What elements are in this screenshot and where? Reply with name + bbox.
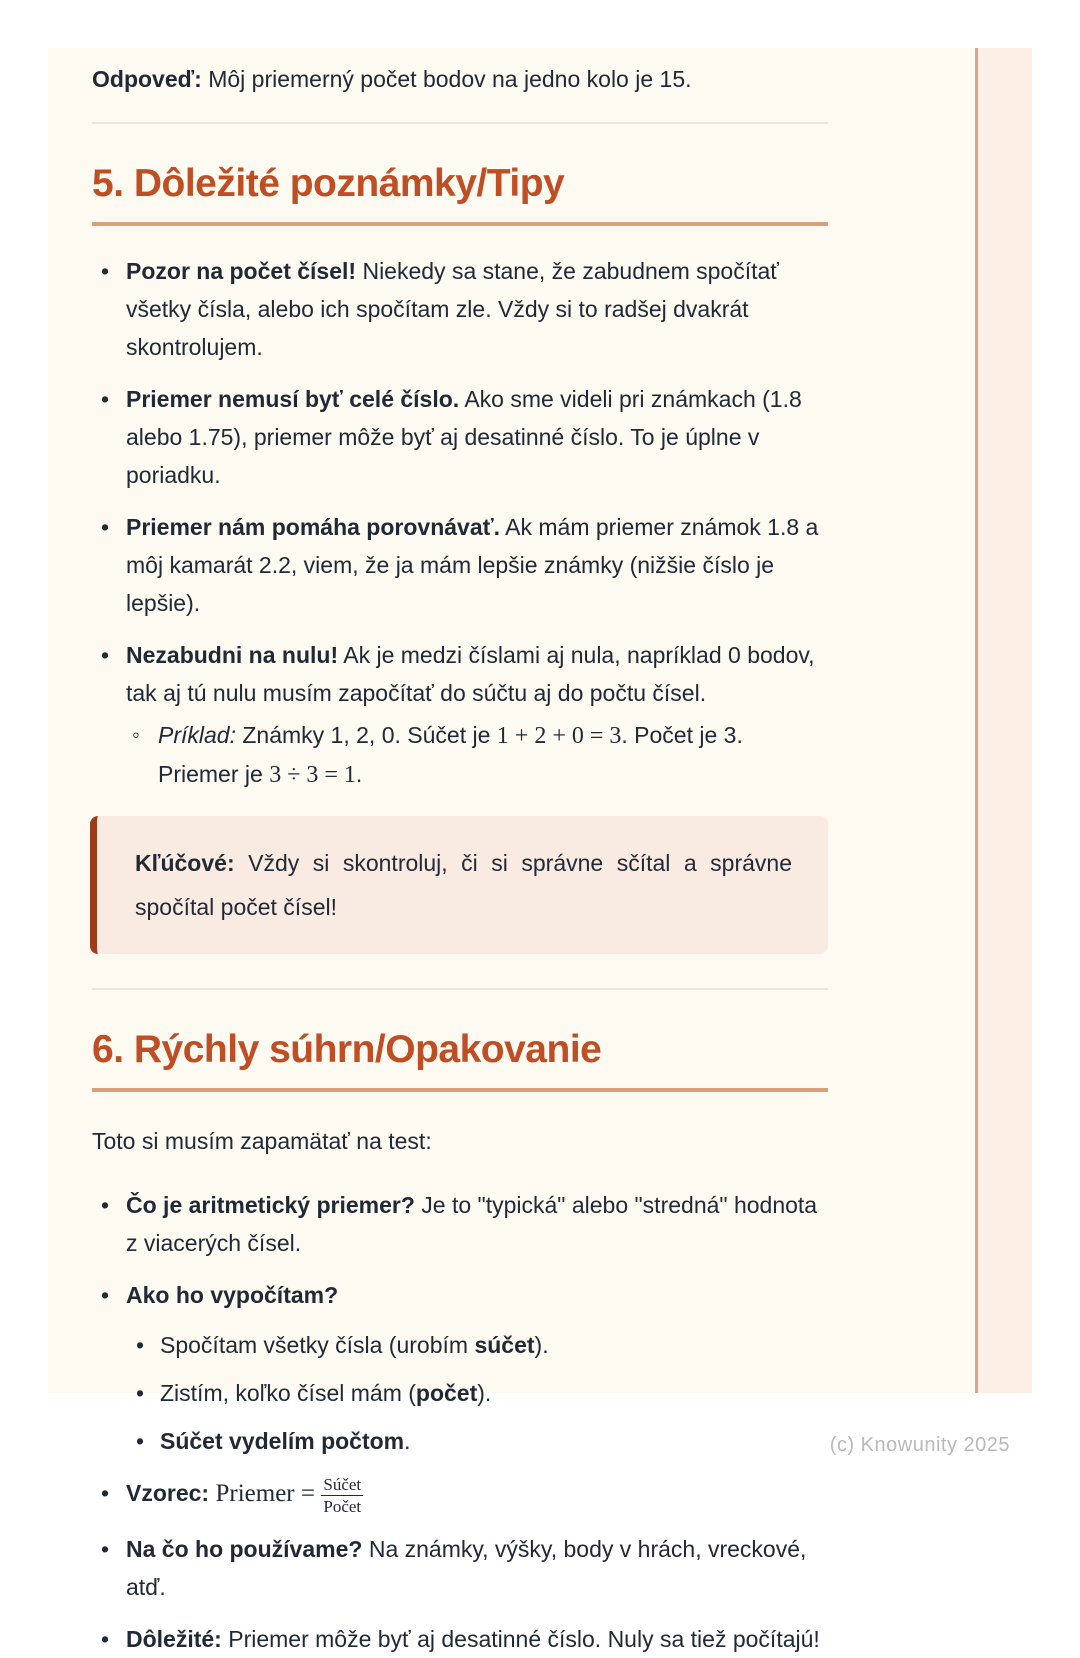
bullet-lead: Čo je aritmetický priemer? — [126, 1192, 415, 1218]
bullet-text: Ak je medzi číslami aj nula, napríklad 0 bodov, tak aj tú nulu musím započítať do súčtu aj do počtu čísel. — [126, 642, 815, 706]
answer-text: Môj priemerný počet bodov na jedno kolo je 15. — [208, 66, 692, 92]
bullet-lead: Priemer nemusí byť celé číslo. — [126, 386, 460, 412]
bullet-text: Na známky, výšky, body v hrách, vreckové, atď. — [126, 1536, 807, 1601]
example-label: Príklad: — [158, 722, 236, 748]
list-item — [92, 1186, 828, 1262]
calculation-steps-list — [126, 1326, 828, 1460]
formula-fraction — [321, 1475, 363, 1516]
answer-label: Odpoveď: — [92, 66, 202, 92]
list-item — [92, 380, 828, 494]
section-6-intro: Toto si musím zapamätať na test: — [92, 1128, 432, 1154]
bullet-lead: Pozor na počet čísel! — [126, 258, 357, 284]
example-sub-list — [126, 716, 828, 794]
bullet-text: Ak mám priemer známok 1.8 a môj kamarát 2.2, viem, že ja mám lepšie známky (nižšie číslo je lepšie). — [126, 514, 819, 616]
example-text: . Počet je 3. Priemer je — [158, 722, 743, 787]
step-text: Zistím, koľko čísel mám ( — [160, 1380, 416, 1406]
step-item — [126, 1374, 828, 1412]
math-expression: 3 ÷ 3 = 1 — [269, 762, 356, 788]
formula-label: Vzorec: — [126, 1480, 210, 1506]
example-text: Známky 1, 2, 0. Súčet je — [242, 722, 491, 748]
list-item — [92, 508, 828, 622]
step-bold: Súčet vydelím počtom — [160, 1428, 405, 1454]
section-5-title: 5. Dôležité poznámky/Tipy — [92, 160, 828, 226]
example-text: . — [355, 761, 363, 787]
list-item — [92, 252, 828, 366]
page-content — [92, 48, 828, 1658]
bullet-text: Ako sme videli pri známkach (1.8 alebo 1.75), priemer môže byť aj desatinné číslo. To je úplne v poriadku. — [126, 386, 802, 488]
section-6-title: 6. Rýchly súhrn/Opakovanie — [92, 1026, 828, 1092]
bullet-lead: Priemer nám pomáha porovnávať. — [126, 514, 501, 540]
section-6-bullet-list — [92, 1186, 828, 1658]
math-expression: 1 + 2 + 0 = 3 — [496, 723, 622, 749]
key-takeaway-callout — [90, 816, 828, 954]
list-item — [92, 1276, 828, 1460]
copyright-notice: (c) Knowunity 2025 — [829, 1434, 1010, 1456]
step-item — [126, 1326, 828, 1364]
fraction-numerator: Súčet — [323, 1475, 362, 1495]
step-text: . — [404, 1428, 411, 1454]
list-item — [92, 636, 828, 794]
bullet-lead: Dôležité: — [126, 1626, 222, 1653]
bullet-lead: Nezabudni na nulu! — [126, 642, 339, 668]
bullet-lead: Na čo ho používame? — [126, 1536, 363, 1563]
section-divider — [92, 122, 828, 124]
callout-label: Kľúčové: — [135, 850, 235, 876]
example-item — [126, 716, 828, 794]
step-bold: súčet — [474, 1332, 535, 1358]
section-divider — [92, 988, 828, 990]
list-item — [92, 1474, 828, 1516]
step-text: ). — [534, 1332, 549, 1358]
callout-text: Vždy si skontroluj, či si správne sčítal a správne spočítal počet čísel! — [135, 850, 792, 920]
list-item — [92, 1530, 828, 1606]
page-edge-decoration-bar — [975, 48, 1032, 1393]
section-5-bullet-list — [92, 252, 828, 794]
bullet-text: Niekedy sa stane, že zabudnem spočítať všetky čísla, alebo ich spočítam zle. Vždy si to radšej dvakrát skontrolujem. — [126, 258, 779, 360]
formula-lhs: Priemer = — [215, 1480, 315, 1507]
fraction-denominator: Počet — [323, 1497, 362, 1517]
step-text: Spočítam všetky čísla (urobím — [160, 1332, 475, 1358]
answer-line — [92, 60, 828, 98]
step-bold: počet — [415, 1380, 478, 1406]
bullet-text: Je to "typická" alebo "stredná" hodnota z viacerých čísel. — [126, 1192, 818, 1256]
bullet-text: Priemer môže byť aj desatinné číslo. Nuly sa tiež počítajú! — [228, 1626, 820, 1653]
step-item — [126, 1422, 828, 1460]
bullet-lead: Ako ho vypočítam? — [126, 1282, 339, 1308]
list-item — [92, 1620, 828, 1658]
step-text: ). — [477, 1380, 492, 1406]
